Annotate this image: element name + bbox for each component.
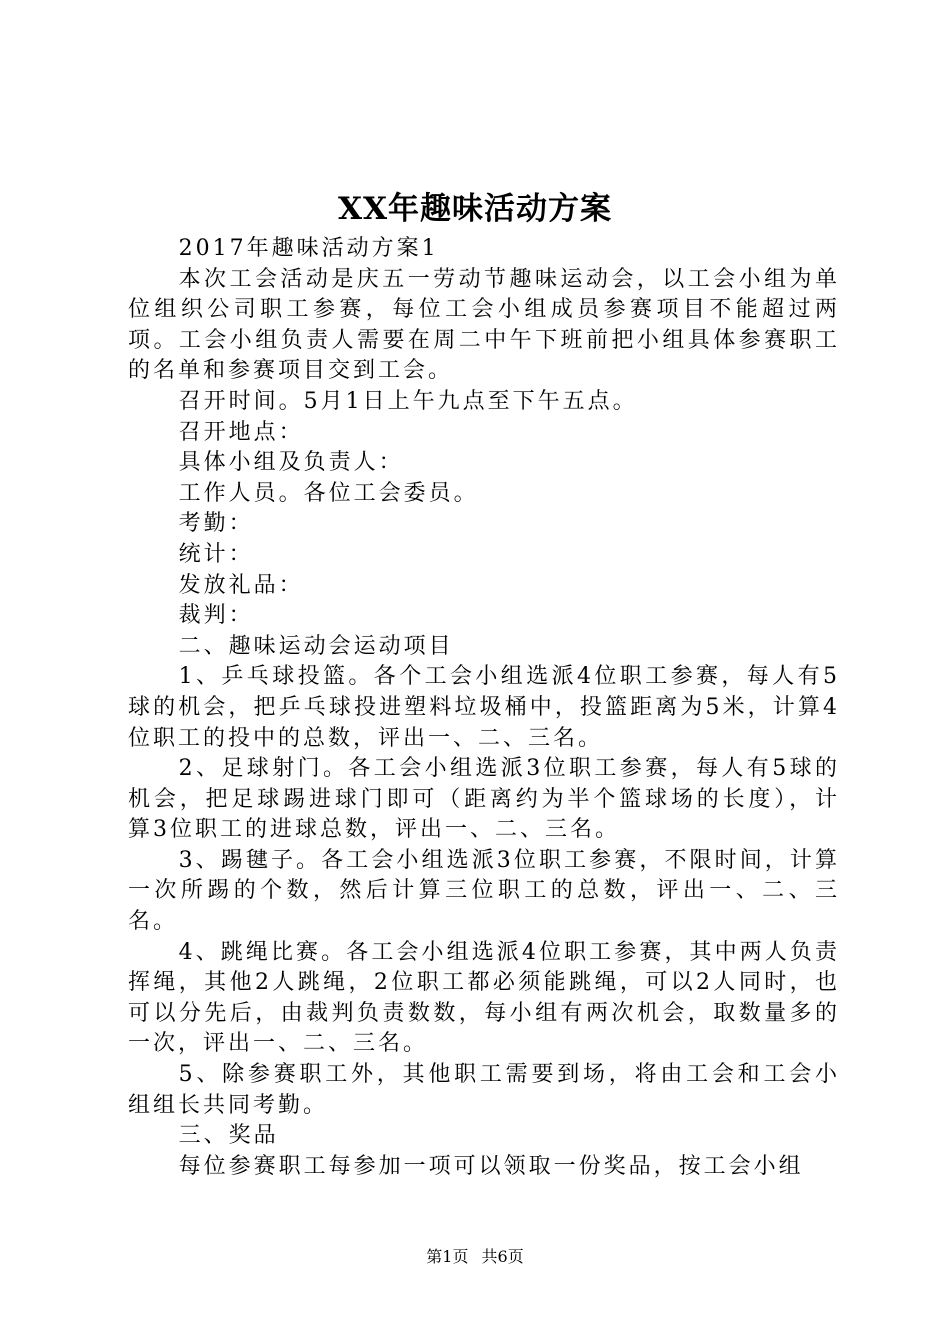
paragraph: 2、足球射门。各工会小组选派3位职工参赛，每人有5球的机会，把足球踢进球门即可（距离约为半个篮球场的长度），计算3位职工的进球总数，评出一、二、三名。 [128,756,840,843]
page-total: 共6页 [481,1247,524,1266]
paragraph: 1、乒乓球投篮。各个工会小组选派4位职工参赛，每人有5球的机会，把乒乓球投进塑料垃圾桶中，投篮距离为5米，计算4位职工的投中的总数，评出一、二、三名。 [128,664,840,751]
paragraph: 2017年趣味活动方案1 [178,236,439,261]
paragraph: 3、踢毽子。各工会小组选派3位职工参赛，不限时间，计算一次所踢的个数，然后计算三位职工的总数，评出一、二、三名。 [128,847,840,935]
page-number: 第1页 [426,1247,469,1266]
document-body [128,234,840,1182]
section-heading: 三、奖品 [178,1123,279,1149]
section-heading: 二、趣味运动会运动项目 [178,633,454,659]
page-footer [0,1247,950,1267]
paragraph: 召开地点： [178,419,304,445]
paragraph: 裁判： [178,603,254,629]
paragraph: 4、跳绳比赛。各工会小组选派4位职工参赛，其中两人负责挥绳，其他2人跳绳，2位职工都必须能跳绳，可以2人同时，也可以分先后，由裁判负责数数，每小组有两次机会，取数量多的一次，评出一、二、三名。 [128,939,840,1057]
paragraph: 5、除参赛职工外，其他职工需要到场，将由工会和工会小组组长共同考勤。 [128,1062,840,1118]
paragraph: 本次工会活动是庆五一劳动节趣味运动会，以工会小组为单位组织公司职工参赛，每位工会小组成员参赛项目不能超过两项。工会小组负责人需要在周二中午下班前把小组具体参赛职工的名单和参赛项目交到工会。 [128,266,840,384]
paragraph: 每位参赛职工每参加一项可以领取一份奖品，按工会小组 [178,1153,804,1179]
document-title: XX年趣味活动方案 [337,191,613,227]
paragraph: 统计： [178,541,254,567]
paragraph: 考勤： [178,511,254,537]
paragraph: 工作人员。各位工会委员。 [178,480,479,506]
paragraph: 具体小组及负责人： [178,450,404,476]
paragraph: 发放礼品： [178,572,304,598]
paragraph: 召开时间。5月1日上午九点至下午五点。 [178,388,638,414]
